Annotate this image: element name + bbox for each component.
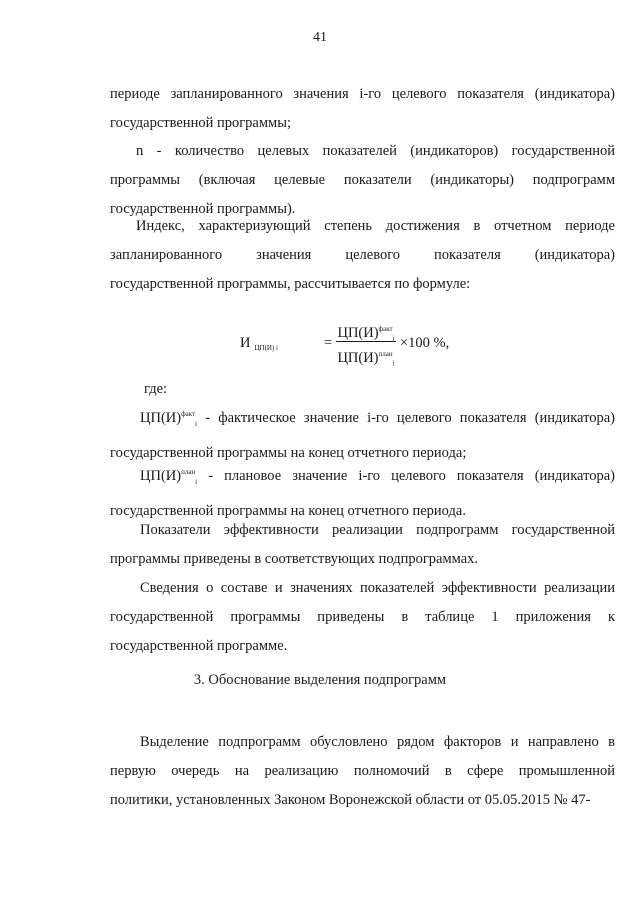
symbol-subscript: i <box>195 477 198 486</box>
definition-text: - фактическое значение i-го целевого показателя (индикатора) <box>197 409 615 426</box>
text-line: первую очередь на реализацию полномочий в сфере промышленной <box>110 763 615 779</box>
index-formula <box>240 318 560 370</box>
text-line: политики, установленных Законом Воронежской области от 05.05.2015 № 47- <box>110 792 591 808</box>
paragraph-index-intro <box>110 212 615 299</box>
symbol-superscript: факт <box>181 410 196 418</box>
paragraph-period-value <box>110 80 615 138</box>
text-line: Показатели эффективности реализации подпрограмм государственной <box>140 522 615 538</box>
formula-equals: = <box>324 335 333 351</box>
paragraph-indicators <box>110 516 615 574</box>
text-line: государственной программы приведены в таблице 1 приложения к <box>110 609 615 625</box>
plan-symbol <box>140 468 197 484</box>
fraction-bar <box>336 341 396 342</box>
text-line: Индекс, характеризующий степень достижения в отчетном периоде <box>136 218 615 234</box>
formula-numerator <box>336 318 396 343</box>
text-line: государственной программы; <box>110 115 291 131</box>
text-line: Сведения о составе и значениях показателей эффективности реализации <box>140 580 615 596</box>
symbol-subscript: i <box>195 419 198 428</box>
text-line: Выделение подпрограмм обусловлено рядом факторов и направлено в <box>140 734 615 750</box>
denominator-subscript: i <box>392 359 395 368</box>
formula-fraction <box>336 318 396 368</box>
text-line: государственной программы на конец отчетного периода. <box>110 502 466 519</box>
page-number: 41 <box>313 30 327 45</box>
text-line: программы (включая целевые показатели (индикаторы) подпрограмм <box>110 172 615 188</box>
text-line: государственной программе. <box>110 638 288 654</box>
symbol-base: ЦП(И) <box>140 409 182 426</box>
numerator-symbol: ЦП(И) <box>337 324 379 341</box>
text-line: периоде запланированного значения i-го целевого показателя (индикатора) <box>110 86 615 102</box>
text-line: программы приведены в соответствующих подпрограммах. <box>110 551 479 567</box>
denominator-superscript: план <box>378 350 393 358</box>
formula-rhs: ×100 %, <box>400 335 450 351</box>
text-line: государственной программы). <box>110 201 296 217</box>
formula-denominator <box>336 343 396 368</box>
paragraph-n-definition <box>110 137 615 224</box>
paragraph-table-reference <box>110 574 615 661</box>
symbol-base: ЦП(И) <box>140 467 182 484</box>
section-heading: 3. Обоснование выделения подпрограмм <box>193 672 447 688</box>
text-line: государственной программы на конец отчетного периода; <box>110 444 467 461</box>
symbol-superscript: план <box>181 468 196 476</box>
text-line: запланированного значения целевого показателя (индикатора) <box>110 247 615 263</box>
text-line: n - количество целевых показателей (индикаторов) государственной <box>136 143 615 159</box>
formula-lhs <box>240 335 278 352</box>
text-line: государственной программы, рассчитывается по формуле: <box>110 276 471 292</box>
numerator-superscript: факт <box>378 325 393 333</box>
denominator-symbol: ЦП(И) <box>337 349 379 366</box>
text-line: где: <box>144 381 168 397</box>
paragraph-subprograms <box>110 728 615 815</box>
formula-lhs-subscript: ЦП(И) i <box>254 344 279 352</box>
text-line <box>110 400 615 439</box>
formula-lhs-symbol: И <box>240 335 251 351</box>
numerator-subscript: i <box>392 334 395 343</box>
text-line <box>110 458 615 497</box>
definition-text: - плановое значение i-го целевого показателя (индикатора) <box>197 467 615 484</box>
actual-symbol <box>140 410 197 426</box>
